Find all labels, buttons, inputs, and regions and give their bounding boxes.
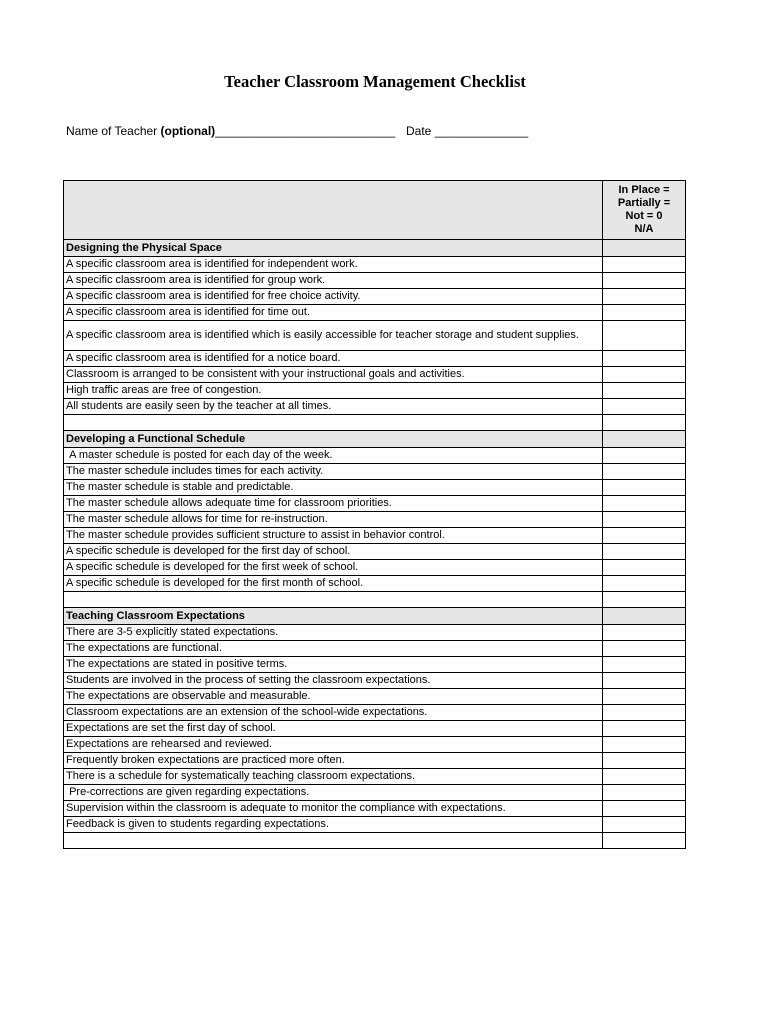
- table-row: [64, 560, 686, 576]
- table-row: [64, 351, 686, 367]
- rating-input-cell[interactable]: [603, 257, 686, 273]
- checklist-item: A master schedule is posted for each day of the week.: [64, 448, 603, 464]
- section-heading: Teaching Classroom Expectations: [64, 608, 603, 625]
- checklist-item: The expectations are stated in positive terms.: [64, 657, 603, 673]
- blank-cell: [64, 415, 603, 431]
- rating-input-cell[interactable]: [603, 721, 686, 737]
- rating-input-cell[interactable]: [603, 737, 686, 753]
- checklist-item: Feedback is given to students regarding expectations.: [64, 817, 603, 833]
- checklist-item: A specific schedule is developed for the first month of school.: [64, 576, 603, 592]
- checklist-item: A specific classroom area is identified for free choice activity.: [64, 289, 603, 305]
- checklist-item: The master schedule includes times for each activity.: [64, 464, 603, 480]
- table-row: [64, 289, 686, 305]
- checklist-item: Classroom is arranged to be consistent with your instructional goals and activities.: [64, 367, 603, 383]
- table-row: [64, 512, 686, 528]
- table-row: [64, 464, 686, 480]
- checklist-item: A specific classroom area is identified for group work.: [64, 273, 603, 289]
- rating-input-cell[interactable]: [603, 367, 686, 383]
- blank-cell: [64, 592, 603, 608]
- checklist-item: Pre-corrections are given regarding expectations.: [64, 785, 603, 801]
- table-header-row: [64, 181, 686, 240]
- table-row: [64, 367, 686, 383]
- table-row: [64, 657, 686, 673]
- checklist-item: Students are involved in the process of setting the classroom expectations.: [64, 673, 603, 689]
- checklist-item: There is a schedule for systematically teaching classroom expectations.: [64, 769, 603, 785]
- rating-input-cell[interactable]: [603, 785, 686, 801]
- checklist-item: A specific schedule is developed for the first week of school.: [64, 560, 603, 576]
- rating-input-cell[interactable]: [603, 464, 686, 480]
- table-row: [64, 544, 686, 560]
- section-rating-cell: [603, 608, 686, 625]
- checklist-item: Expectations are rehearsed and reviewed.: [64, 737, 603, 753]
- rating-input-cell[interactable]: [603, 689, 686, 705]
- blank-row: [64, 415, 686, 431]
- table-row: [64, 753, 686, 769]
- rating-not: Not = 0: [625, 210, 663, 222]
- checklist-item: The master schedule allows adequate time for classroom priorities.: [64, 496, 603, 512]
- table-row: [64, 528, 686, 544]
- blank-row: [64, 592, 686, 608]
- table-row: [64, 721, 686, 737]
- rating-input-cell[interactable]: [603, 673, 686, 689]
- table-row: [64, 785, 686, 801]
- optional-label: (optional): [160, 124, 216, 138]
- table-row: [64, 273, 686, 289]
- rating-input-cell[interactable]: [603, 576, 686, 592]
- checklist-table: [63, 180, 686, 849]
- rating-input-cell[interactable]: [603, 351, 686, 367]
- table-row: [64, 399, 686, 415]
- rating-input-cell[interactable]: [603, 289, 686, 305]
- table-row: [64, 305, 686, 321]
- rating-input-cell[interactable]: [603, 801, 686, 817]
- table-row: [64, 448, 686, 464]
- rating-input-cell[interactable]: [603, 496, 686, 512]
- checklist-item: The expectations are observable and measurable.: [64, 689, 603, 705]
- table-row: [64, 769, 686, 785]
- rating-input-cell[interactable]: [603, 480, 686, 496]
- table-row: [64, 625, 686, 641]
- table-row: [64, 496, 686, 512]
- teacher-name-field[interactable]: [66, 124, 395, 138]
- rating-input-cell[interactable]: [603, 528, 686, 544]
- checklist-item: Expectations are set the first day of school.: [64, 721, 603, 737]
- table-row: [64, 321, 686, 351]
- checklist-item: Frequently broken expectations are practiced more often.: [64, 753, 603, 769]
- date-field[interactable]: [406, 124, 528, 138]
- checklist-item: Classroom expectations are an extension of the school-wide expectations.: [64, 705, 603, 721]
- blank-cell: [64, 833, 603, 849]
- page-title: Teacher Classroom Management Checklist: [224, 72, 526, 91]
- checklist-item: The master schedule is stable and predictable.: [64, 480, 603, 496]
- rating-input-cell[interactable]: [603, 448, 686, 464]
- section-heading: Developing a Functional Schedule: [64, 431, 603, 448]
- rating-scale-header: [603, 181, 686, 240]
- teacher-name-label: Name of Teacher: [66, 124, 161, 138]
- checklist-item: A specific classroom area is identified which is easily accessible for teacher storage and student supplies.: [64, 321, 603, 351]
- table-row: [64, 737, 686, 753]
- checklist-item: A specific classroom area is identified for a notice board.: [64, 351, 603, 367]
- table-row: [64, 817, 686, 833]
- rating-input-cell[interactable]: [603, 641, 686, 657]
- rating-input-cell[interactable]: [603, 383, 686, 399]
- date-blank: ______________: [434, 124, 529, 138]
- rating-input-cell[interactable]: [603, 560, 686, 576]
- rating-input-cell[interactable]: [603, 657, 686, 673]
- section-rating-cell: [603, 431, 686, 448]
- checklist-item: Supervision within the classroom is adequate to monitor the compliance with expectations.: [64, 801, 603, 817]
- table-row: [64, 383, 686, 399]
- rating-input-cell[interactable]: [603, 305, 686, 321]
- section-heading-row: [64, 608, 686, 625]
- table-row: [64, 705, 686, 721]
- checklist-item: A specific classroom area is identified for time out.: [64, 305, 603, 321]
- section-heading-row: [64, 240, 686, 257]
- table-row: [64, 673, 686, 689]
- rating-input-cell[interactable]: [603, 705, 686, 721]
- rating-na: N/A: [634, 223, 654, 235]
- checklist-item: The master schedule provides sufficient structure to assist in behavior control.: [64, 528, 603, 544]
- section-heading-row: [64, 431, 686, 448]
- rating-input-cell[interactable]: [603, 399, 686, 415]
- date-label: Date: [406, 124, 435, 138]
- checklist-body: [64, 181, 686, 849]
- rating-input-cell[interactable]: [603, 769, 686, 785]
- rating-input-cell[interactable]: [603, 817, 686, 833]
- checklist-item: All students are easily seen by the teacher at all times.: [64, 399, 603, 415]
- rating-in-place: In Place =: [618, 184, 670, 196]
- rating-input-cell[interactable]: [603, 625, 686, 641]
- blank-rating-cell: [603, 415, 686, 431]
- rating-input-cell[interactable]: [603, 273, 686, 289]
- blank-row: [64, 833, 686, 849]
- table-row: [64, 689, 686, 705]
- blank-rating-cell: [603, 833, 686, 849]
- table-row: [64, 801, 686, 817]
- checklist-item: High traffic areas are free of congestion.: [64, 383, 603, 399]
- checklist-item: A specific classroom area is identified for independent work.: [64, 257, 603, 273]
- rating-input-cell[interactable]: [603, 753, 686, 769]
- table-row: [64, 480, 686, 496]
- section-rating-cell: [603, 240, 686, 257]
- table-row: [64, 641, 686, 657]
- blank-rating-cell: [603, 592, 686, 608]
- checklist-item: The expectations are functional.: [64, 641, 603, 657]
- checklist-item: The master schedule allows for time for re-instruction.: [64, 512, 603, 528]
- table-row: [64, 257, 686, 273]
- header-item-cell: [64, 181, 603, 240]
- checklist-item: A specific schedule is developed for the first day of school.: [64, 544, 603, 560]
- table-row: [64, 576, 686, 592]
- rating-input-cell[interactable]: [603, 512, 686, 528]
- teacher-name-blank: ___________________________: [215, 124, 396, 138]
- rating-partially: Partially =: [617, 197, 671, 209]
- rating-input-cell[interactable]: [603, 544, 686, 560]
- checklist-item: There are 3-5 explicitly stated expectations.: [64, 625, 603, 641]
- rating-input-cell[interactable]: [603, 321, 686, 351]
- section-heading: Designing the Physical Space: [64, 240, 603, 257]
